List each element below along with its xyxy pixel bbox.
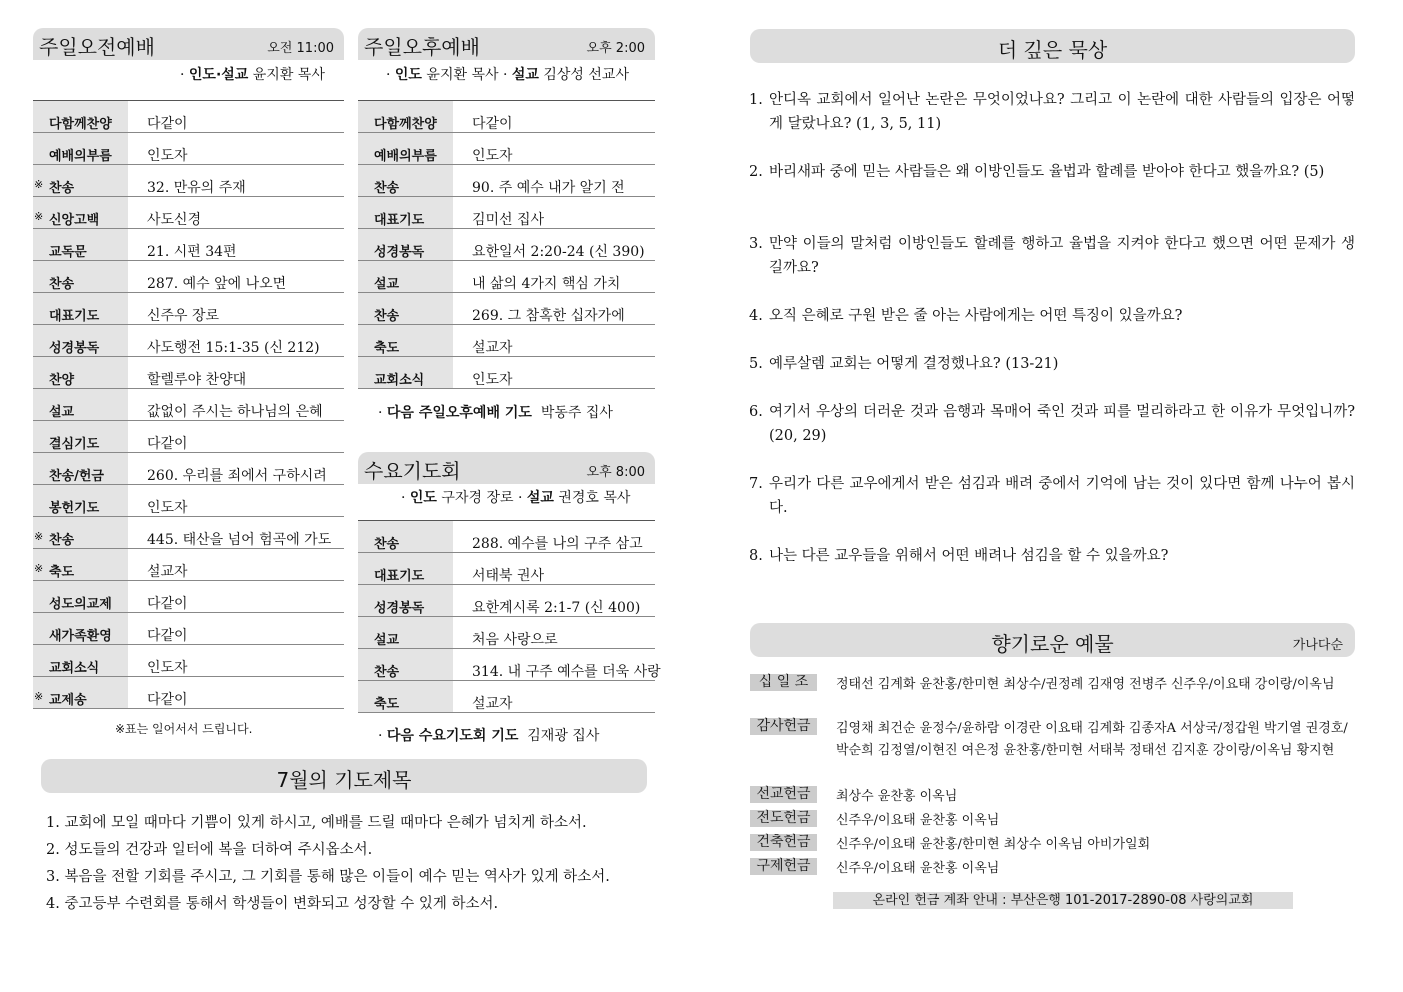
order-value: 사도신경 [147,212,202,228]
order-label: 찬송 [49,533,75,548]
offering-names: 김영채 최건순 윤정수/윤하람 이경란 이요태 김계화 김종자A 서상국/정갑원 박기열 권경호/박순희 김정열/이현진 여은정 윤찬홍/한미현 서태북 정태선 김지훈 강이랑/이옥님 황지현 [836,721,1348,758]
question-text: 우리가 다른 교우에게서 받은 섬김과 배려 중에서 기억에 남는 것이 있다면 함께 나누어 봅시다. [769,476,1355,516]
order-value: 처음 사랑으로 [472,632,558,648]
stand-mark: ※ [34,690,44,703]
order-label-cell [33,197,128,228]
order-label-cell [33,581,128,612]
question-text: 예루살렘 교회는 어떻게 결정했나요? (13-21) [769,356,1059,372]
offering-header [750,623,1355,657]
stand-mark: ※ [34,530,44,543]
lead-person: 윤지환 목사 [426,67,499,83]
order-value: 요한일서 2:20-24 (신 390) [472,244,645,260]
order-value: 인도자 [147,148,188,164]
order-value: 인도자 [472,372,513,388]
order-row [33,165,344,197]
order-label: 성경봉독 [374,601,425,616]
offering-label: 십 일 조 [750,674,817,691]
question-item [749,304,1355,328]
afternoon-next-prayer: · 다음 주일오후예배 기도 박동주 집사 [378,405,613,421]
order-label: 설교 [374,633,400,648]
order-value: 신주우 장로 [147,308,220,324]
order-row [33,229,344,261]
order-row [33,133,344,165]
order-row [33,357,344,389]
question-item [749,400,1355,448]
lead-person: 권경호 목사 [558,490,631,506]
order-label: 찬송 [374,537,400,552]
order-row [358,261,655,293]
order-value: 다같이 [147,596,188,612]
wednesday-service-time: 오후 8:00 [586,465,645,480]
order-label: 찬송 [374,665,400,680]
order-row [33,261,344,293]
wednesday-service-title: 수요기도회 [364,459,461,483]
order-row [33,197,344,229]
lead-role: 인도·설교 [188,67,249,83]
order-label-cell [358,325,453,356]
order-label-cell [33,453,128,484]
order-row [33,325,344,357]
question-number: 8. [749,548,763,564]
offering-order-note: 가나다순 [1292,638,1343,653]
order-value: 설교자 [472,696,513,712]
question-item [749,352,1355,376]
afternoon-service-header [358,28,655,60]
offering-label: 선교헌금 [750,786,817,803]
order-value: 314. 내 구주 예수를 더욱 사랑 [472,664,661,680]
stand-mark: ※ [34,178,44,191]
order-label-cell [33,133,128,164]
order-value: 32. 만유의 주재 [147,180,246,196]
order-label-cell [358,197,453,228]
order-row [358,101,655,133]
order-label-cell [358,229,453,260]
order-label: 예배의부름 [49,149,112,164]
standing-note: ※표는 일어서서 드립니다. [115,722,253,736]
question-number: 2. [749,164,763,180]
order-row [33,677,344,709]
order-value: 다같이 [147,628,188,644]
order-label: 신앙고백 [49,213,100,228]
offering-label: 전도헌금 [750,810,817,827]
prayer-topics-header [41,759,647,793]
meditation-title: 더 깊은 묵상 [997,38,1108,62]
order-value: 내 삶의 4가지 핵심 가치 [472,276,621,292]
order-row [358,293,655,325]
order-label: 봉헌기도 [49,501,100,516]
prayer-topics-title: 7월의 기도제목 [276,768,412,792]
order-row [358,617,655,649]
order-label-cell [358,617,453,648]
order-value: 서태북 권사 [472,568,545,584]
wednesday-order-table [358,520,661,713]
order-label: 교회소식 [49,661,100,676]
question-item [749,88,1355,136]
meditation-header [750,29,1355,63]
question-item [749,160,1355,184]
order-row [358,521,655,553]
order-label-cell [358,681,453,712]
order-row [358,585,655,617]
order-value: 90. 주 예수 내가 알기 전 [472,180,625,196]
order-row [358,357,655,389]
lead-person: 김상성 선교사 [543,67,629,83]
order-value: 21. 시편 34편 [147,244,237,260]
order-value: 인도자 [472,148,513,164]
morning-service-time: 오전 11:00 [267,41,334,56]
order-value: 다같이 [147,692,188,708]
order-label: 성경봉독 [374,245,425,260]
order-label-cell [33,165,128,196]
order-row [358,325,655,357]
offering-names: 신주우/이요태 윤찬홍 이옥님 [836,861,1000,876]
order-label: 성도의교제 [49,597,112,612]
prayer-item: 1. 교회에 모일 때마다 기쁨이 있게 하시고, 예배를 드릴 때마다 은혜가 넘치게 하소서. [46,815,587,831]
offering-names: 정태선 김계화 윤찬홍/한미현 최상수/권정례 김재영 전병주 신주우/이요태 강이랑/이옥님 [836,677,1335,692]
stand-mark: ※ [34,562,44,575]
order-row [33,581,344,613]
order-label-cell [358,101,453,132]
order-row [33,453,344,485]
online-offering-account: 온라인 헌금 계좌 안내 : 부산은행 101-2017-2890-08 사랑의교회 [833,892,1293,909]
question-number: 5. [749,356,763,372]
next-prayer-label: 다음 수요기도회 기도 [386,728,519,744]
order-value: 다같이 [472,116,513,132]
prayer-item: 3. 복음을 전할 기회를 주시고, 그 기회를 통해 많은 이들이 예수 믿는 역사가 있게 하소서. [46,869,610,885]
offering-label: 구제헌금 [750,858,817,875]
order-label: 새가족환영 [49,629,112,644]
order-value: 다같이 [147,436,188,452]
order-label: 교회소식 [374,373,425,388]
question-text: 여기서 우상의 더러운 것과 음행과 목매어 죽인 것과 피를 멀리하라고 한 이유가 무엇입니까? (20, 29) [769,404,1355,444]
order-value: 설교자 [472,340,513,356]
order-row [33,389,344,421]
offering-names: 최상수 윤찬홍 이옥님 [836,789,958,804]
offering-label: 감사헌금 [750,718,817,735]
order-row [33,549,344,581]
order-value: 김미선 집사 [472,212,545,228]
order-label: 축도 [374,341,400,356]
order-label: 교독문 [49,245,87,260]
wednesday-service-lead: · 인도 구자경 장로 · 설교 권경호 목사 [401,490,631,506]
order-row [358,197,655,229]
order-label-cell [358,133,453,164]
order-label: 교제송 [49,693,87,708]
wednesday-next-prayer: · 다음 수요기도회 기도 김재광 집사 [378,728,600,744]
order-label-cell [358,553,453,584]
order-label: 찬양 [49,373,75,388]
afternoon-service-time: 오후 2:00 [586,41,645,56]
order-row [358,229,655,261]
order-label: 찬송 [49,277,75,292]
order-label-cell [358,649,453,680]
question-text: 오직 은혜로 구원 받은 줄 아는 사람에게는 어떤 특징이 있을까요? [769,308,1183,324]
order-label: 대표기도 [374,213,425,228]
order-row [33,421,344,453]
offering-title: 향기로운 예물 [991,632,1114,656]
question-item [749,544,1355,568]
order-value: 설교자 [147,564,188,580]
lead-person: 윤지환 목사 [252,67,325,83]
afternoon-order-table [358,100,655,389]
order-value: 인도자 [147,660,188,676]
lead-role: 인도 [394,67,422,83]
order-label-cell [33,645,128,676]
order-label-cell [33,517,128,548]
order-value: 다같이 [147,116,188,132]
order-row [358,165,655,197]
order-row [33,517,344,549]
order-label: 축도 [49,565,75,580]
question-number: 4. [749,308,763,324]
order-label-cell [33,389,128,420]
order-label: 찬송 [49,181,75,196]
order-label-cell [358,357,453,388]
question-text: 나는 다른 교우들을 위해서 어떤 배려나 섬김을 할 수 있을까요? [769,548,1169,564]
order-label-cell [33,101,128,132]
order-row [33,613,344,645]
order-label-cell [33,613,128,644]
order-value: 사도행전 15:1-35 (신 212) [147,340,320,356]
order-label: 다함께찬양 [49,117,112,132]
order-label-cell [33,229,128,260]
order-label-cell [358,585,453,616]
order-label-cell [358,261,453,292]
order-label: 축도 [374,697,400,712]
order-label-cell [33,293,128,324]
order-label: 예배의부름 [374,149,437,164]
order-value: 요한계시록 2:1-7 (신 400) [472,600,641,616]
order-label: 결심기도 [49,437,100,452]
next-prayer-person: 박동주 집사 [540,405,613,421]
order-label-cell [358,293,453,324]
order-row [358,553,655,585]
order-value: 인도자 [147,500,188,516]
prayer-item: 2. 성도들의 건강과 일터에 복을 더하여 주시옵소서. [46,842,373,858]
order-value: 287. 예수 앞에 나오면 [147,276,287,292]
offering-names: 신주우/이요태 윤찬홍/한미현 최상수 이옥님 아비가일회 [836,837,1151,852]
question-number: 3. [749,236,763,252]
order-value: 445. 태산을 넘어 험곡에 가도 [147,532,332,548]
order-label: 대표기도 [374,569,425,584]
order-label-cell [33,677,128,708]
lead-role: 인도 [409,490,437,506]
order-label-cell [358,165,453,196]
question-item [749,472,1355,520]
stand-mark: ※ [34,210,44,223]
lead-role: 설교 [526,490,554,506]
order-row [358,649,661,681]
next-prayer-label: 다음 주일오후예배 기도 [386,405,532,421]
lead-person: 구자경 장로 [441,490,514,506]
order-label-cell [33,325,128,356]
morning-service-lead: · 인도·설교 윤지환 목사 [180,67,325,83]
order-row [33,485,344,517]
lead-role: 설교 [511,67,539,83]
order-label-cell [33,421,128,452]
prayer-item: 4. 중고등부 수련회를 통해서 학생들이 변화되고 성장할 수 있게 하소서. [46,896,499,912]
morning-service-header [33,28,344,60]
order-label: 대표기도 [49,309,100,324]
afternoon-service-title: 주일오후예배 [364,35,480,59]
order-row [33,645,344,677]
wednesday-service-header [358,452,655,484]
order-label-cell [358,521,453,552]
afternoon-service-lead: · 인도 윤지환 목사 · 설교 김상성 선교사 [386,67,629,83]
offering-label: 건축헌금 [750,834,817,851]
order-label: 성경봉독 [49,341,100,356]
order-label: 설교 [374,277,400,292]
order-row [33,293,344,325]
morning-service-title: 주일오전예배 [39,35,155,59]
order-label: 설교 [49,405,75,420]
order-label: 찬송/헌금 [49,469,104,484]
order-label-cell [33,549,128,580]
offering-names: 신주우/이요태 윤찬홍 이옥님 [836,813,1000,828]
next-prayer-person: 김재광 집사 [527,728,600,744]
order-value: 260. 우리를 죄에서 구하시려 [147,468,327,484]
morning-order-table [33,100,344,709]
order-row [358,133,655,165]
order-label-cell [33,261,128,292]
order-label: 찬송 [374,309,400,324]
question-text: 안디옥 교회에서 일어난 논란은 무엇이었나요? 그리고 이 논란에 대한 사람들의 입장은 어떻게 달랐나요? (1, 3, 5, 11) [769,92,1355,132]
order-label: 찬송 [374,181,400,196]
order-value: 288. 예수를 나의 구주 삼고 [472,536,643,552]
question-text: 만약 이들의 말처럼 이방인들도 할례를 행하고 율법을 지켜야 한다고 했으면 어떤 문제가 생길까요? [769,236,1355,276]
order-label: 다함께찬양 [374,117,437,132]
question-text: 바리새파 중에 믿는 사람들은 왜 이방인들도 율법과 할례를 받아야 한다고 했을까요? (5) [769,164,1325,180]
order-value: 269. 그 참혹한 십자가에 [472,308,625,324]
order-row [358,681,655,713]
question-number: 7. [749,476,763,492]
prayer-topics-list [46,810,610,918]
order-label-cell [33,485,128,516]
order-label-cell [33,357,128,388]
question-number: 6. [749,404,763,420]
order-row [33,101,344,133]
question-item [749,232,1355,280]
order-value: 값없이 주시는 하나님의 은혜 [147,404,323,420]
order-value: 할렐루야 찬양대 [147,372,247,388]
question-number: 1. [749,92,763,108]
